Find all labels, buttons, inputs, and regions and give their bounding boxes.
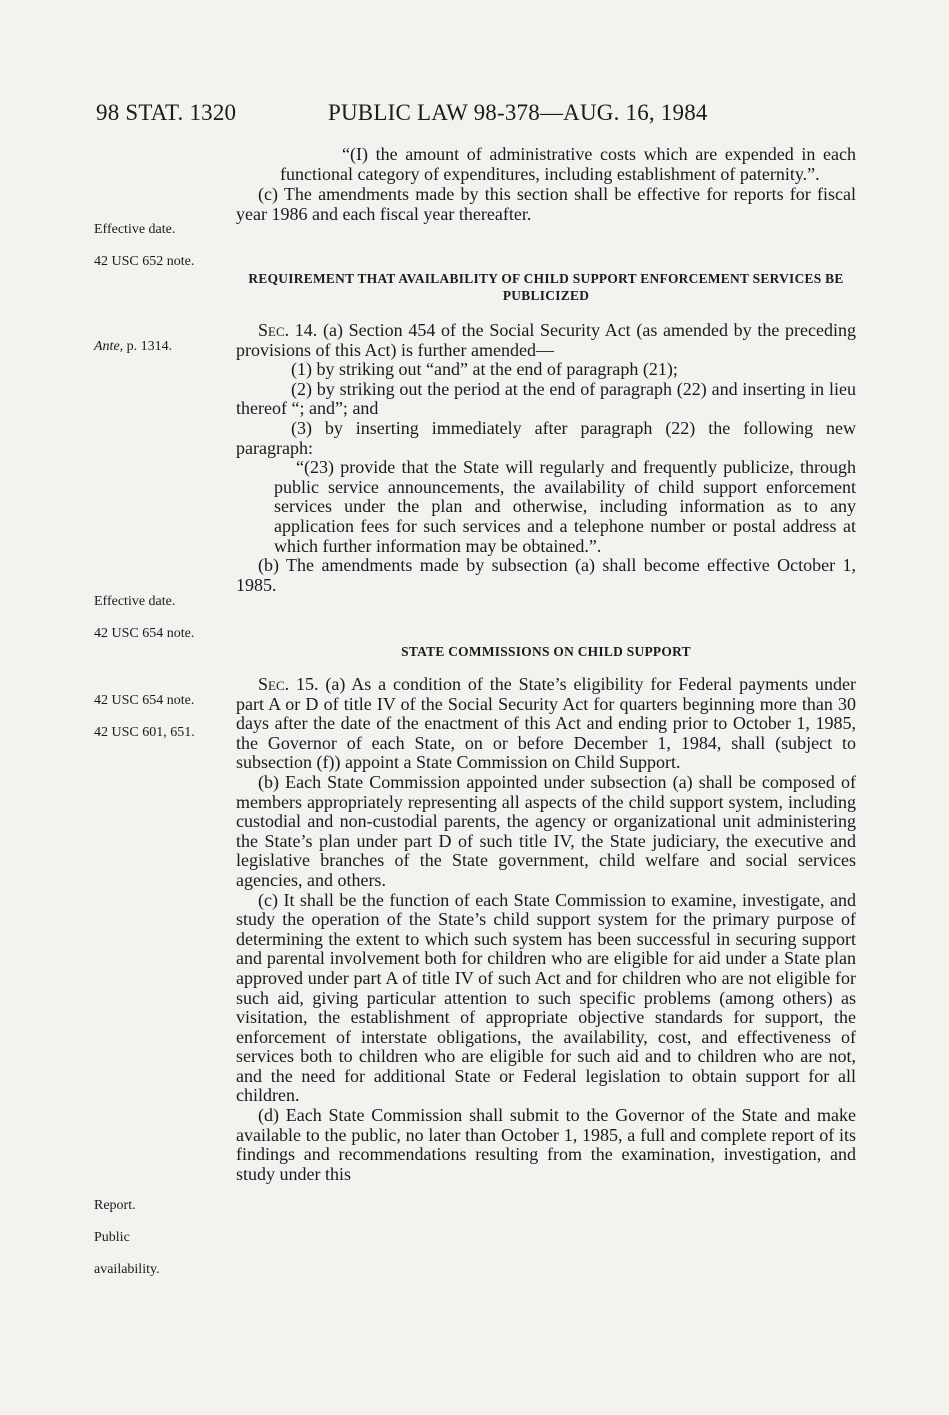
margin-note-cite: 42 USC 601, 651. bbox=[94, 725, 195, 740]
section-15-b: (b) Each State Commission appointed under subsection (a) shall be composed of members appropriately representing all aspects of the child support system, including custodial and non-custodial parents, the agency or organizational unit administering the State’s plan under part D of such title IV, the State judiciary, the executive and legislative branches of the State government, child welfare and social services agencies, and others. bbox=[236, 771, 856, 890]
section-15 bbox=[236, 675, 856, 1184]
section-13-tail bbox=[236, 145, 856, 224]
section-15-d: (d) Each State Commission shall submit to the Governor of the State and make available to the public, no later than October 1, 1985, a full and complete report of its findings and recommendations resulting from the examination, investigation, and study under this bbox=[236, 1105, 856, 1184]
statute-page-number: 98 STAT. 1320 bbox=[96, 100, 237, 125]
margin-note-label: Report. bbox=[94, 1198, 136, 1213]
section-14-a bbox=[236, 321, 856, 360]
quoted-paragraph-23: “(23) provide that the State will regularly and frequently publicize, through public service announcements, the availability of child support enforcement services under the plan and otherwise, including information as to any application fees for such services and a telephone number or postal address at which further information may be obtained.”. bbox=[274, 457, 856, 556]
margin-note-label: Effective date. bbox=[94, 594, 176, 609]
section-14-heading: REQUIREMENT THAT AVAILABILITY OF CHILD SUPPORT ENFORCEMENT SERVICES BE PUBLICIZED bbox=[248, 271, 844, 303]
section-label: Sec. bbox=[258, 320, 290, 340]
margin-note-report bbox=[94, 1182, 160, 1294]
section-15-heading: STATE COMMISSIONS ON CHILD SUPPORT bbox=[401, 644, 691, 659]
section-14 bbox=[236, 321, 856, 595]
margin-note-cite: 42 USC 654 note. bbox=[94, 626, 195, 641]
margin-note-ante-page: p. 1314. bbox=[123, 339, 173, 354]
margin-note-label: Effective date. bbox=[94, 222, 176, 237]
section-15-a-text: 15. (a) As a condition of the State’s eligibility for Federal payments under part A or D of title IV of the Social Security Act for quarters beginning more than 30 days after the date of the enactment of this Act and ending prior to October 1, 1985, the Governor of each State, on or before December 1, 1984, shall (subject to subsection (f)) appoint a State Commission on Child Support. bbox=[236, 674, 856, 773]
margin-note-effective-date-654 bbox=[94, 578, 194, 658]
margin-note-sec15-cites bbox=[94, 677, 195, 757]
section-15-c: (c) It shall be the function of each State Commission to examine, investigate, and study the operation of the State’s child support system for the primary purpose of determining the extent to which such system has been successful in securing support and parental involvement both for children who are eligible for aid under a State plan approved under part A of title IV of such Act and for children who are not eligible for such aid, giving particular attention to such specific problems (among others) as visitation, the establishment of appropriate objective standards for support, the enforcement of interstate obligations, the availability, cost, and effectiveness of services both to children who are eligible for such aid and to children who are not, and the need for additional State or Federal legislation to obtain support for all children. bbox=[236, 889, 856, 1106]
margin-note-effective-date-652 bbox=[94, 206, 194, 286]
running-title: PUBLIC LAW 98-378—AUG. 16, 1984 bbox=[328, 100, 708, 125]
margin-note-cite: 42 USC 652 note. bbox=[94, 254, 195, 269]
margin-note-ante-label: Ante, bbox=[94, 339, 124, 354]
section-14-a-text: 14. (a) Section 454 of the Social Security Act (as amended by the preceding provisions of this Act) is further amended— bbox=[236, 320, 856, 360]
margin-note-cite: 42 USC 654 note. bbox=[94, 693, 195, 708]
margin-note-label: availability. bbox=[94, 1262, 160, 1277]
section-13-c: (c) The amendments made by this section shall be effective for reports for fiscal year 1986 and each fiscal year thereafter. bbox=[236, 184, 856, 224]
margin-note-ante bbox=[94, 323, 172, 355]
section-14-item-3: (3) by inserting immediately after paragraph (22) the following new paragraph: bbox=[236, 417, 856, 458]
section-label: Sec. bbox=[258, 674, 290, 694]
quoted-clause-I: “(I) the amount of administrative costs which are expended in each functional category of expenditures, including establishment of paternity.”. bbox=[280, 144, 856, 184]
margin-note-label: Public bbox=[94, 1230, 130, 1245]
section-14-item-2: (2) by striking out the period at the end of paragraph (22) and inserting in lieu thereof “; and”; and bbox=[236, 378, 856, 419]
section-14-item-1: (1) by striking out “and” at the end of paragraph (21); bbox=[291, 359, 678, 380]
section-15-a bbox=[236, 675, 856, 773]
section-14-b: (b) The amendments made by subsection (a) shall become effective October 1, 1985. bbox=[236, 555, 856, 595]
